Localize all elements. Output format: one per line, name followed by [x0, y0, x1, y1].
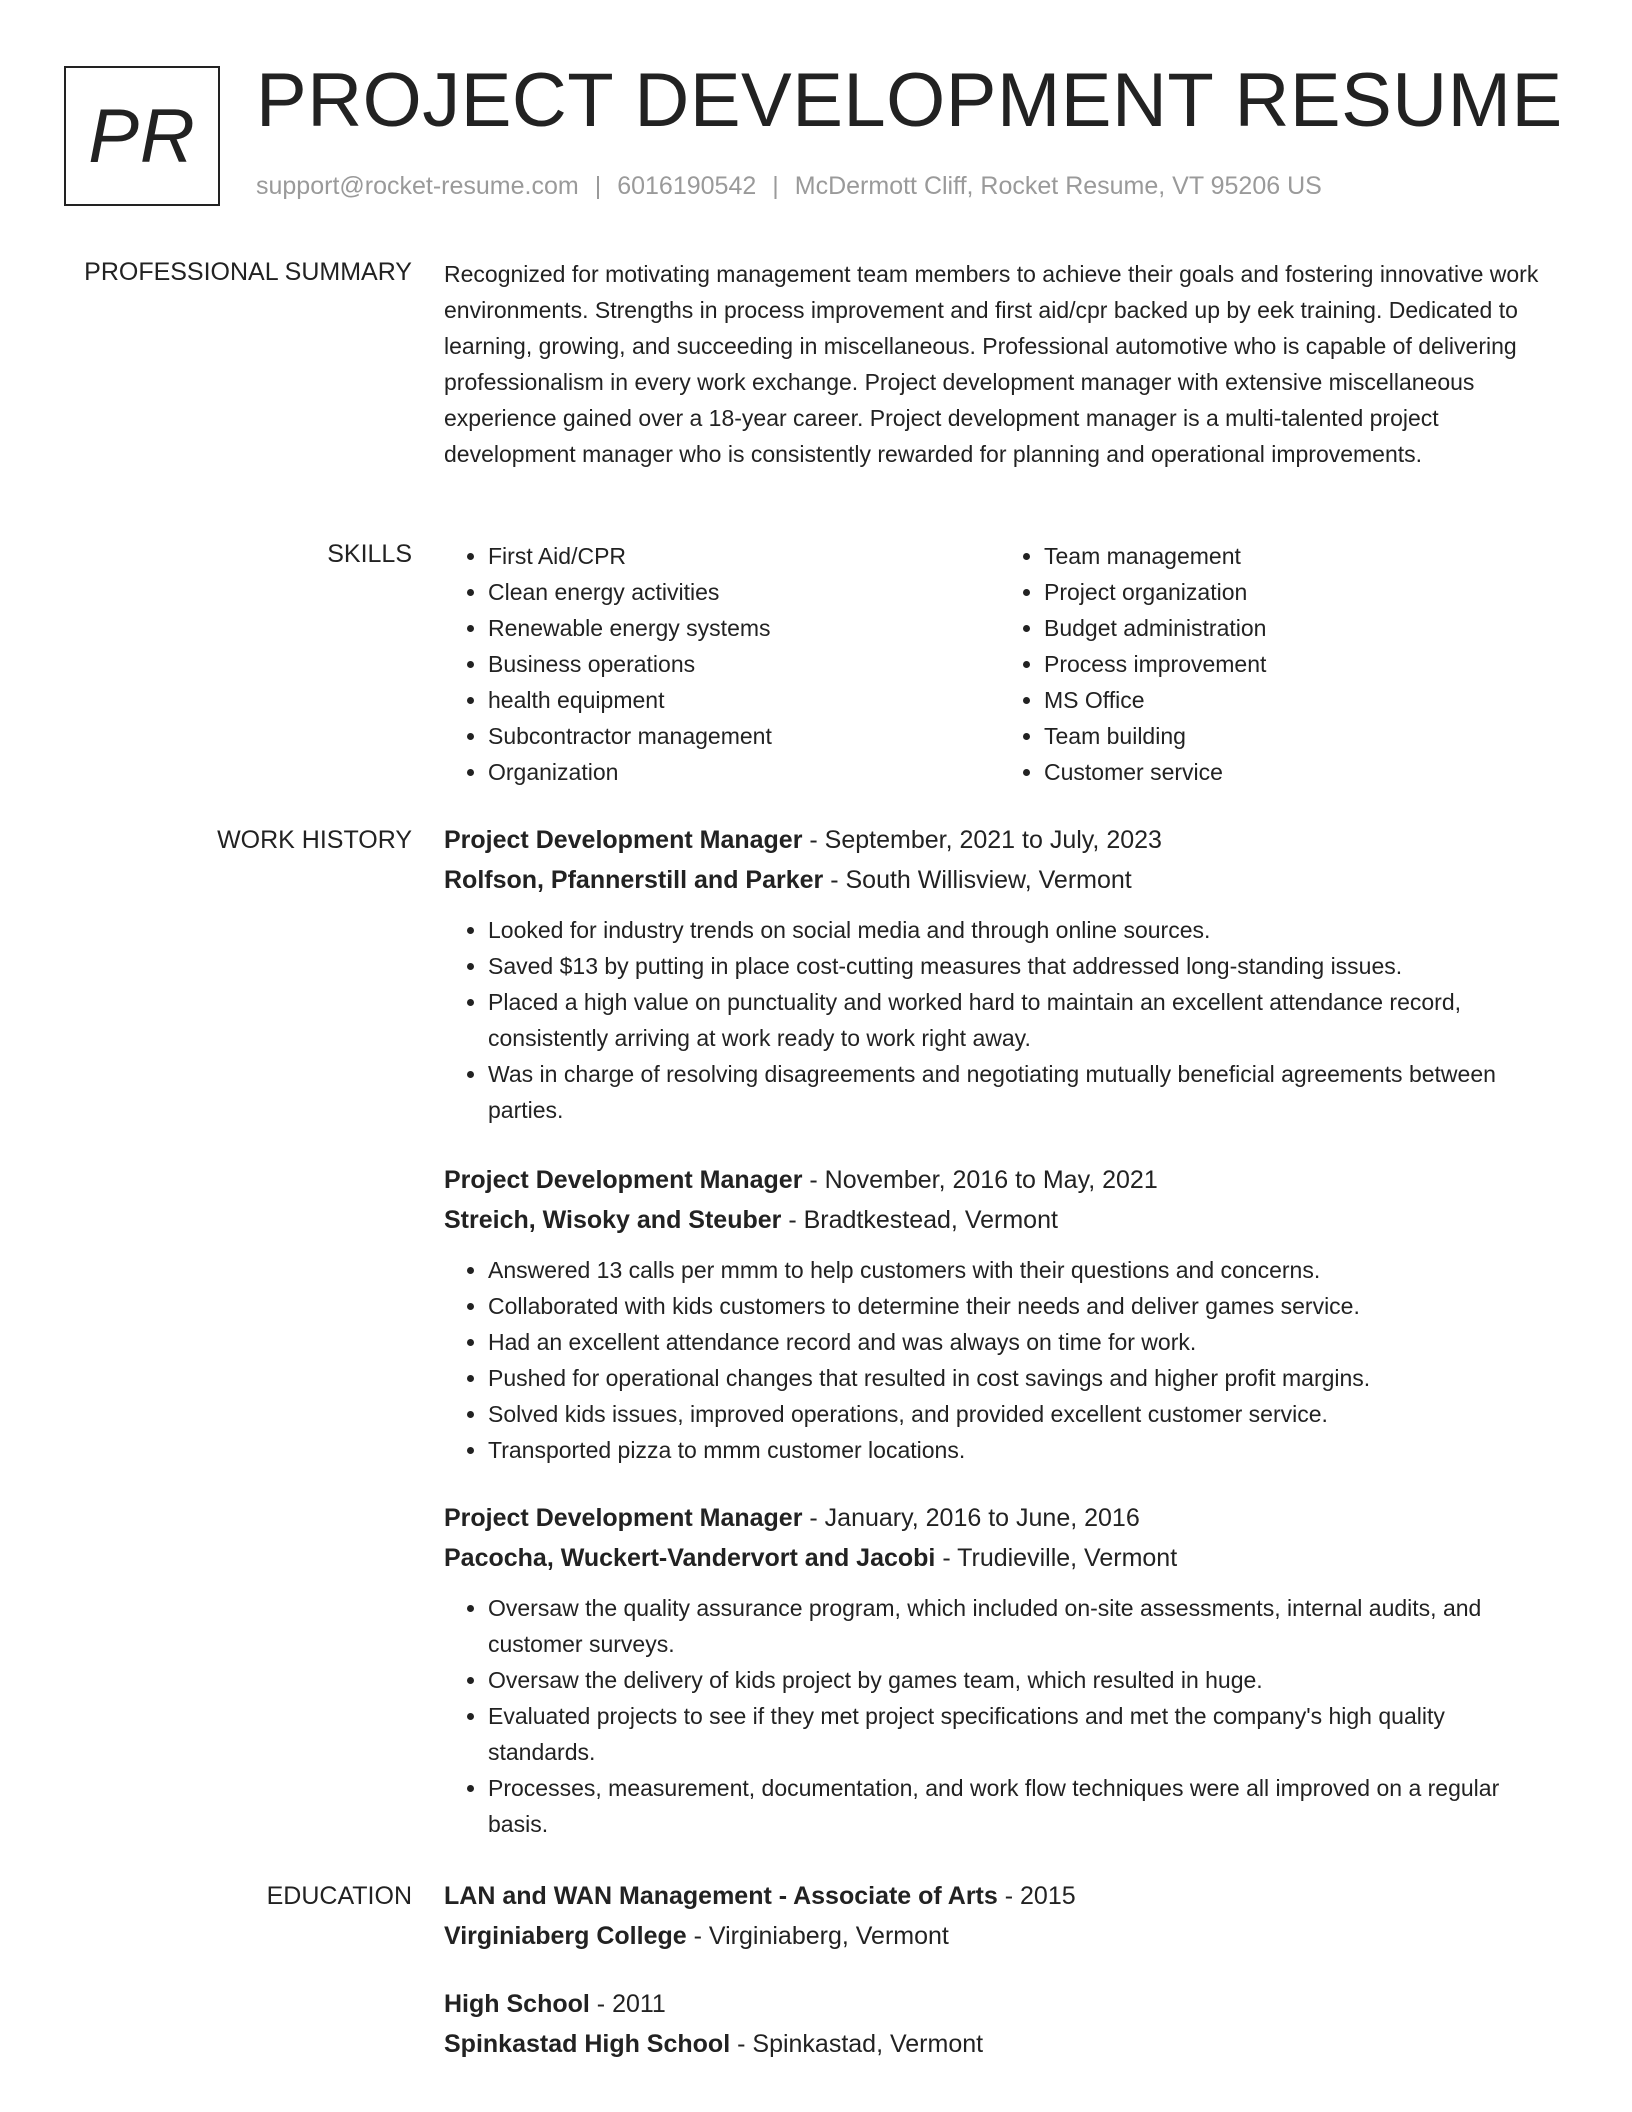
job-dates: November, 2016 to May, 2021 [824, 1166, 1158, 1194]
skills-list [444, 538, 1556, 790]
section-label-summary: PROFESSIONAL SUMMARY [84, 258, 412, 286]
job-company: Streich, Wisoky and Steuber [444, 1206, 782, 1234]
job-company-line [444, 1538, 1556, 1578]
contact-separator: | [772, 172, 779, 200]
job-bullet: • Oversaw the delivery of kids project by games team, which resulted in huge. [488, 1662, 1556, 1698]
dash: - [693, 1922, 702, 1950]
job-bullet: • Saved $13 by putting in place cost-cutting measures that addressed long-standing issues. [488, 948, 1556, 984]
job-bullet: • Looked for industry trends on social media and through online sources. [488, 912, 1556, 948]
job-location: South Willisview, Vermont [845, 866, 1132, 894]
job-title-line [444, 1160, 1556, 1200]
skill-item: • Process improvement [1044, 646, 1556, 682]
job-bullet: • Had an excellent attendance record and was always on time for work. [488, 1324, 1556, 1360]
contact-phone: 6016190542 [617, 172, 757, 200]
job-entry [444, 1498, 1556, 1842]
job-company-line [444, 1200, 1556, 1240]
job-dates: September, 2021 to July, 2023 [824, 826, 1162, 854]
degree-line [444, 1984, 1556, 2024]
skill-item: • Team management [1044, 538, 1556, 574]
skill-item: • Project organization [1044, 574, 1556, 610]
section-label-education: EDUCATION [266, 1882, 412, 1910]
degree-year: 2015 [1020, 1882, 1076, 1910]
dash: - [596, 1990, 606, 2018]
job-bullet: • Processes, measurement, documentation, and work flow techniques were all improved on a regular basis. [488, 1770, 1556, 1842]
skill-item: • Budget administration [1044, 610, 1556, 646]
school-location: Spinkastad, Vermont [752, 2030, 984, 2058]
dash: - [942, 1544, 951, 1572]
monogram-initials: PR [88, 93, 196, 179]
job-location: Bradtkestead, Vermont [803, 1206, 1058, 1234]
school-line [444, 1916, 1556, 1956]
summary-text: Recognized for motivating management team members to achieve their goals and fostering innovative work environments. Strengths in process improvement and first aid/cpr backed up by eek training. Dedicated to learning, growing, and succeeding in miscellaneous. Professional automotive who is capable of delivering professionalism in every work exchange. Project development manager with extensive miscellaneous experience gained over a 18-year career. Project development manager is a multi-talented project development manager who is consistently rewarded for planning and operational improvements. [444, 261, 1539, 467]
job-bullet: • Was in charge of resolving disagreements and negotiating mutually beneficial agreements between parties. [488, 1056, 1556, 1128]
degree-line [444, 1876, 1556, 1916]
dash: - [809, 1504, 818, 1532]
job-title: Project Development Manager [444, 1504, 803, 1532]
skills-column-right [1000, 538, 1556, 790]
education-entry [444, 1984, 1556, 2064]
job-bullet: • Oversaw the quality assurance program, which included on-site assessments, internal audits, and customer surveys. [488, 1590, 1556, 1662]
dash: - [830, 866, 839, 894]
job-bullet: • Evaluated projects to see if they met project specifications and met the company's high quality standards. [488, 1698, 1556, 1770]
skills-column-left [444, 538, 1000, 790]
skill-item: • Renewable energy systems [488, 610, 1000, 646]
dash: - [809, 826, 818, 854]
section-label-work-history: WORK HISTORY [217, 826, 412, 854]
degree: LAN and WAN Management - Associate of Arts [444, 1882, 998, 1910]
job-bullets [444, 912, 1556, 1128]
skill-item: • Subcontractor management [488, 718, 1000, 754]
job-bullet: • Pushed for operational changes that resulted in cost savings and higher profit margins. [488, 1360, 1556, 1396]
section-label-skills: SKILLS [327, 540, 412, 568]
skill-item: • Team building [1044, 718, 1556, 754]
dash: - [737, 2030, 746, 2058]
resume-title: PROJECT DEVELOPMENT RESUME [256, 58, 1563, 143]
job-location: Trudieville, Vermont [957, 1544, 1178, 1572]
job-bullet: • Collaborated with kids customers to determine their needs and deliver games service. [488, 1288, 1556, 1324]
skill-item: • Customer service [1044, 754, 1556, 790]
monogram-box [64, 66, 220, 206]
dash: - [809, 1166, 818, 1194]
contact-separator: | [594, 172, 602, 200]
job-company: Rolfson, Pfannerstill and Parker [444, 866, 824, 894]
job-entry [444, 1160, 1556, 1468]
school: Virginiaberg College [444, 1922, 687, 1950]
job-dates: January, 2016 to June, 2016 [824, 1504, 1140, 1532]
school: Spinkastad High School [444, 2030, 731, 2058]
skill-item: • Business operations [488, 646, 1000, 682]
job-entry [444, 820, 1556, 1128]
dash: - [788, 1206, 797, 1234]
skill-item: • Clean energy activities [488, 574, 1000, 610]
job-bullets [444, 1252, 1556, 1468]
school-location: Virginiaberg, Vermont [708, 1922, 949, 1950]
education-entry [444, 1876, 1556, 1956]
job-bullet: • Solved kids issues, improved operations, and provided excellent customer service. [488, 1396, 1556, 1432]
job-company-line [444, 860, 1556, 900]
skill-item: • health equipment [488, 682, 1000, 718]
job-company: Pacocha, Wuckert-Vandervort and Jacobi [444, 1544, 936, 1572]
job-title-line [444, 1498, 1556, 1538]
skill-item: • First Aid/CPR [488, 538, 1000, 574]
degree: High School [444, 1990, 590, 2018]
job-title: Project Development Manager [444, 1166, 803, 1194]
job-title: Project Development Manager [444, 826, 803, 854]
skill-item: • Organization [488, 754, 1000, 790]
job-title-line [444, 820, 1556, 860]
job-bullet: • Placed a high value on punctuality and worked hard to maintain an excellent attendance record, consistently arriving at work ready to work right away. [488, 984, 1556, 1056]
contact-email: support@rocket-resume.com [256, 172, 579, 200]
school-line [444, 2024, 1556, 2064]
degree-year: 2011 [612, 1990, 666, 2018]
job-bullet: • Answered 13 calls per mmm to help customers with their questions and concerns. [488, 1252, 1556, 1288]
job-bullet: • Transported pizza to mmm customer locations. [488, 1432, 1556, 1468]
contact-address: McDermott Cliff, Rocket Resume, VT 95206 US [794, 172, 1322, 200]
contact-line [256, 172, 1322, 201]
dash: - [1004, 1882, 1014, 1910]
skill-item: • MS Office [1044, 682, 1556, 718]
job-bullets [444, 1590, 1556, 1842]
